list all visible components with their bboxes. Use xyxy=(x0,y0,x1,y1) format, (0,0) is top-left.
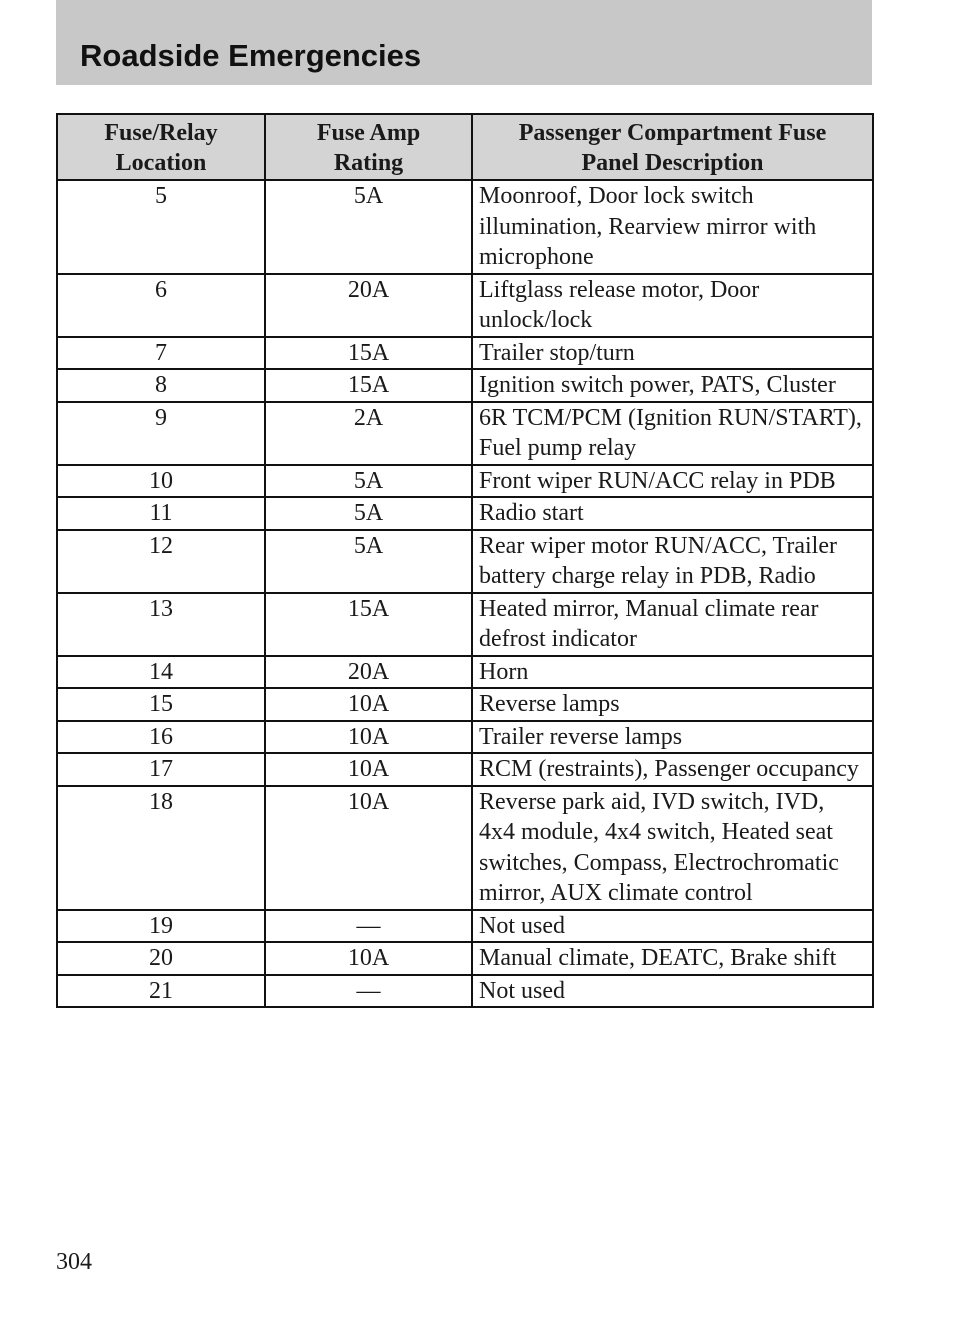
location-cell: 16 xyxy=(57,721,265,754)
location-cell: 17 xyxy=(57,753,265,786)
column-header-rating xyxy=(265,114,472,180)
table-row xyxy=(57,274,873,337)
rating-cell: 20A xyxy=(265,656,472,689)
location-cell: 19 xyxy=(57,910,265,943)
rating-cell: 5A xyxy=(265,465,472,498)
location-cell: 7 xyxy=(57,337,265,370)
rating-cell: 20A xyxy=(265,274,472,337)
description-cell: 6R TCM/PCM (Ignition RUN/START), Fuel pump relay xyxy=(472,402,873,465)
table-row xyxy=(57,369,873,402)
table-body xyxy=(57,180,873,1007)
column-header-line: Passenger Compartment Fuse xyxy=(518,120,827,146)
table-row xyxy=(57,402,873,465)
description-cell: Trailer reverse lamps xyxy=(472,721,873,754)
location-cell: 21 xyxy=(57,975,265,1008)
location-cell: 8 xyxy=(57,369,265,402)
section-header xyxy=(56,0,872,85)
table-row xyxy=(57,721,873,754)
table-row xyxy=(57,530,873,593)
column-header-description xyxy=(472,114,873,180)
description-cell: Heated mirror, Manual climate rear defrost indicator xyxy=(472,593,873,656)
fuse-table xyxy=(56,113,874,1008)
description-cell: Trailer stop/turn xyxy=(472,337,873,370)
table-row xyxy=(57,497,873,530)
description-cell: Horn xyxy=(472,656,873,689)
column-header-location xyxy=(57,114,265,180)
description-cell: RCM (restraints), Passenger occupancy xyxy=(472,753,873,786)
rating-cell: 15A xyxy=(265,593,472,656)
rating-cell: 10A xyxy=(265,942,472,975)
rating-cell: — xyxy=(265,910,472,943)
rating-cell: 10A xyxy=(265,753,472,786)
description-cell: Reverse lamps xyxy=(472,688,873,721)
rating-cell: — xyxy=(265,975,472,1008)
location-cell: 5 xyxy=(57,180,265,274)
description-cell: Not used xyxy=(472,910,873,943)
table-row xyxy=(57,753,873,786)
location-cell: 14 xyxy=(57,656,265,689)
description-cell: Reverse park aid, IVD switch, IVD, 4x4 module, 4x4 switch, Heated seat switches, Compass, Electrochromatic mirror, AUX climate control xyxy=(472,786,873,910)
description-cell: Ignition switch power, PATS, Cluster xyxy=(472,369,873,402)
rating-cell: 2A xyxy=(265,402,472,465)
column-header-line: Location xyxy=(115,150,207,176)
description-cell: Radio start xyxy=(472,497,873,530)
description-cell: Manual climate, DEATC, Brake shift xyxy=(472,942,873,975)
location-cell: 6 xyxy=(57,274,265,337)
table-row xyxy=(57,337,873,370)
table-header-row xyxy=(57,114,873,180)
table-row xyxy=(57,975,873,1008)
rating-cell: 5A xyxy=(265,530,472,593)
rating-cell: 5A xyxy=(265,180,472,274)
page-number: 304 xyxy=(56,1249,92,1275)
rating-cell: 15A xyxy=(265,369,472,402)
table-row xyxy=(57,786,873,910)
description-cell: Liftglass release motor, Door unlock/lock xyxy=(472,274,873,337)
page-title: Roadside Emergencies xyxy=(80,38,422,73)
column-header-line: Fuse/Relay xyxy=(104,120,218,146)
table-row xyxy=(57,942,873,975)
location-cell: 13 xyxy=(57,593,265,656)
table-row xyxy=(57,910,873,943)
table-row xyxy=(57,656,873,689)
rating-cell: 5A xyxy=(265,497,472,530)
location-cell: 18 xyxy=(57,786,265,910)
column-header-line: Panel Description xyxy=(581,150,764,176)
location-cell: 11 xyxy=(57,497,265,530)
column-header-line: Rating xyxy=(333,150,404,176)
table-row xyxy=(57,688,873,721)
rating-cell: 10A xyxy=(265,721,472,754)
table-header xyxy=(57,114,873,180)
location-cell: 12 xyxy=(57,530,265,593)
description-cell: Rear wiper motor RUN/ACC, Trailer battery charge relay in PDB, Radio xyxy=(472,530,873,593)
column-header-line: Fuse Amp xyxy=(316,120,421,146)
rating-cell: 15A xyxy=(265,337,472,370)
rating-cell: 10A xyxy=(265,786,472,910)
description-cell: Not used xyxy=(472,975,873,1008)
location-cell: 20 xyxy=(57,942,265,975)
location-cell: 10 xyxy=(57,465,265,498)
location-cell: 9 xyxy=(57,402,265,465)
table-row xyxy=(57,593,873,656)
table-row xyxy=(57,465,873,498)
table-row xyxy=(57,180,873,274)
location-cell: 15 xyxy=(57,688,265,721)
description-cell: Front wiper RUN/ACC relay in PDB xyxy=(472,465,873,498)
description-cell: Moonroof, Door lock switch illumination, Rearview mirror with microphone xyxy=(472,180,873,274)
rating-cell: 10A xyxy=(265,688,472,721)
